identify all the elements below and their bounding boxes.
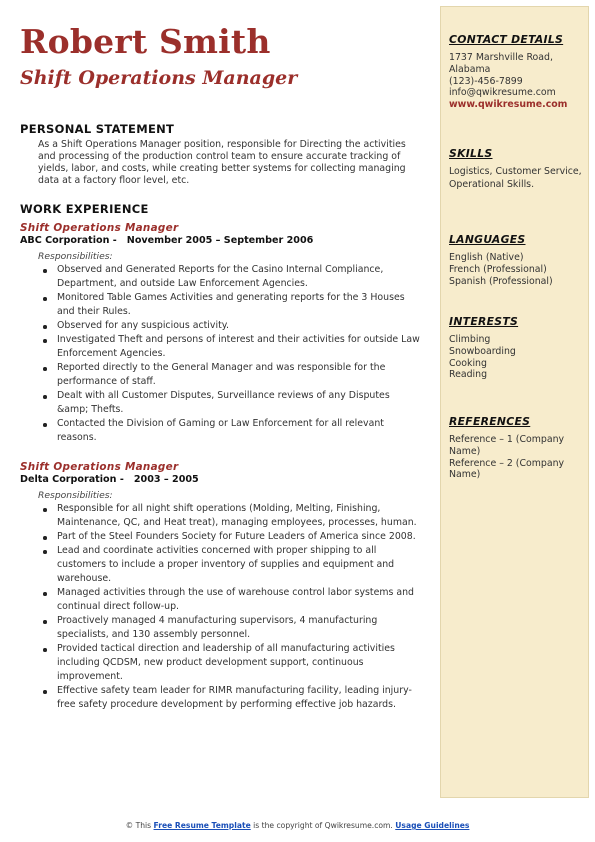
list-item: Observed for any suspicious activity. [56, 319, 420, 333]
footer [0, 821, 595, 830]
list-item: Proactively managed 4 manufacturing supervisors, 4 manufacturing specialists, and 130 assembly personnel. [56, 614, 420, 642]
languages-list [449, 252, 585, 287]
contact-details [449, 52, 585, 111]
list-item: Spanish (Professional) [449, 275, 553, 287]
footer-prefix: © This [125, 821, 152, 830]
list-item: Provided tactical direction and leadership of all manufacturing activities including QCDSM, new product development support, continuous improvement. [56, 642, 420, 684]
bullet-icon [43, 325, 47, 329]
list-item: Snowboarding [449, 345, 516, 357]
interests-heading: INTERESTS [449, 315, 519, 328]
bullet-icon [43, 550, 47, 554]
bullet-icon [43, 367, 47, 371]
job-title: Shift Operations Manager [20, 222, 179, 234]
work-experience-heading: WORK EXPERIENCE [20, 202, 149, 216]
bullet-icon [43, 620, 47, 624]
bullet-icon [43, 269, 47, 273]
contact-heading: CONTACT DETAILS [449, 33, 564, 46]
email-address[interactable]: info@qwikresume.com [449, 87, 556, 99]
bullet-icon [43, 690, 47, 694]
bullet-icon [43, 297, 47, 301]
contact-section [449, 33, 585, 111]
list-item: Effective safety team leader for RIMR manufacturing facility, leading injury-free safety procedure development by performing effective job hazards. [56, 684, 420, 712]
job-entry [20, 461, 420, 712]
list-item: Reference – 1 (Company Name) [449, 434, 565, 457]
job-title: Shift Operations Manager [20, 461, 179, 473]
list-item: English (Native) [449, 252, 524, 263]
references-list [449, 434, 585, 481]
list-item: Responsible for all night shift operations (Molding, Melting, Finishing, Maintenance, QC, and Heat treat), managing employees, processes, human. [56, 502, 420, 530]
list-item: French (Professional) [449, 263, 547, 275]
list-item: Observed and Generated Reports for the Casino Internal Compliance, Department, and outside Law Enforcement Agencies. [56, 263, 420, 291]
personal-statement-text: As a Shift Operations Manager position, responsible for Directing the activities and processing of the production control team to ensure accurate tracking of yields, labor, and costs, while creating better systems for collecting managing data at a factory floor level, etc. [38, 139, 406, 186]
languages-heading: LANGUAGES [449, 233, 526, 246]
job-company: Delta Corporation - [20, 474, 124, 485]
skills-text: Logistics, Customer Service, Operational Skills. [449, 166, 582, 190]
main-column [20, 22, 420, 712]
responsibilities-label: Responsibilities: [38, 251, 113, 262]
job-company: ABC Corporation - [20, 235, 117, 246]
job-company-dates [20, 235, 420, 246]
interests-list [449, 334, 585, 381]
usage-guidelines-link[interactable]: Usage Guidelines [395, 821, 470, 830]
references-section [449, 415, 585, 481]
list-item: Monitored Table Games Activities and generating reports for the 3 Houses and their Rules. [56, 291, 420, 319]
list-item: Dealt with all Customer Disputes, Surveillance reviews of any Disputes &amp; Thefts. [56, 389, 420, 417]
list-item: Reading [449, 369, 488, 381]
sidebar [440, 6, 589, 798]
responsibilities-label: Responsibilities: [38, 490, 113, 501]
job-dates: 2003 – 2005 [133, 474, 199, 485]
job-company-dates [20, 474, 420, 485]
job-dates: November 2005 – September 2006 [126, 235, 314, 246]
skills-heading: SKILLS [449, 147, 493, 160]
bullet-icon [43, 648, 47, 652]
list-item: Investigated Theft and persons of interest and their activities for outside Law Enforcement Agencies. [56, 333, 420, 361]
list-item: Reported directly to the General Manager and was responsible for the performance of staff. [56, 361, 420, 389]
personal-statement-heading: PERSONAL STATEMENT [20, 122, 175, 136]
list-item: Lead and coordinate activities concerned with proper shipping to all customers to include a proper inventory of supplies and equipment and warehouse. [56, 544, 420, 586]
bullet-icon [43, 423, 47, 427]
candidate-title: Shift Operations Manager [20, 67, 298, 89]
candidate-name: Robert Smith [20, 22, 271, 61]
job-entry [20, 222, 420, 445]
list-item: Managed activities through the use of warehouse control labor systems and continual direct follow-up. [56, 586, 420, 614]
phone-number: (123)-456-7899 [449, 75, 523, 87]
bullet-icon [43, 536, 47, 540]
references-heading: REFERENCES [449, 415, 531, 428]
list-item: Reference – 2 (Company Name) [449, 457, 565, 481]
list-item: Climbing [449, 334, 491, 345]
responsibilities-list [56, 502, 420, 712]
responsibilities-list [56, 263, 420, 445]
bullet-icon [43, 592, 47, 596]
skills-section [449, 147, 585, 191]
languages-section [449, 233, 585, 287]
free-resume-template-link[interactable]: Free Resume Template [153, 821, 251, 830]
bullet-icon [43, 508, 47, 512]
list-item: Contacted the Division of Gaming or Law Enforcement for all relevant reasons. [56, 417, 420, 445]
address-line: 1737 Marshville Road, [449, 52, 553, 63]
address-line: Alabama [449, 63, 491, 75]
bullet-icon [43, 395, 47, 399]
list-item: Cooking [449, 357, 487, 369]
bullet-icon [43, 339, 47, 343]
interests-section [449, 315, 585, 381]
footer-copyright-text: is the copyright of Qwikresume.com. [253, 821, 393, 830]
website-link[interactable]: www.qwikresume.com [449, 99, 568, 111]
list-item: Part of the Steel Founders Society for Future Leaders of America since 2008. [56, 530, 420, 544]
